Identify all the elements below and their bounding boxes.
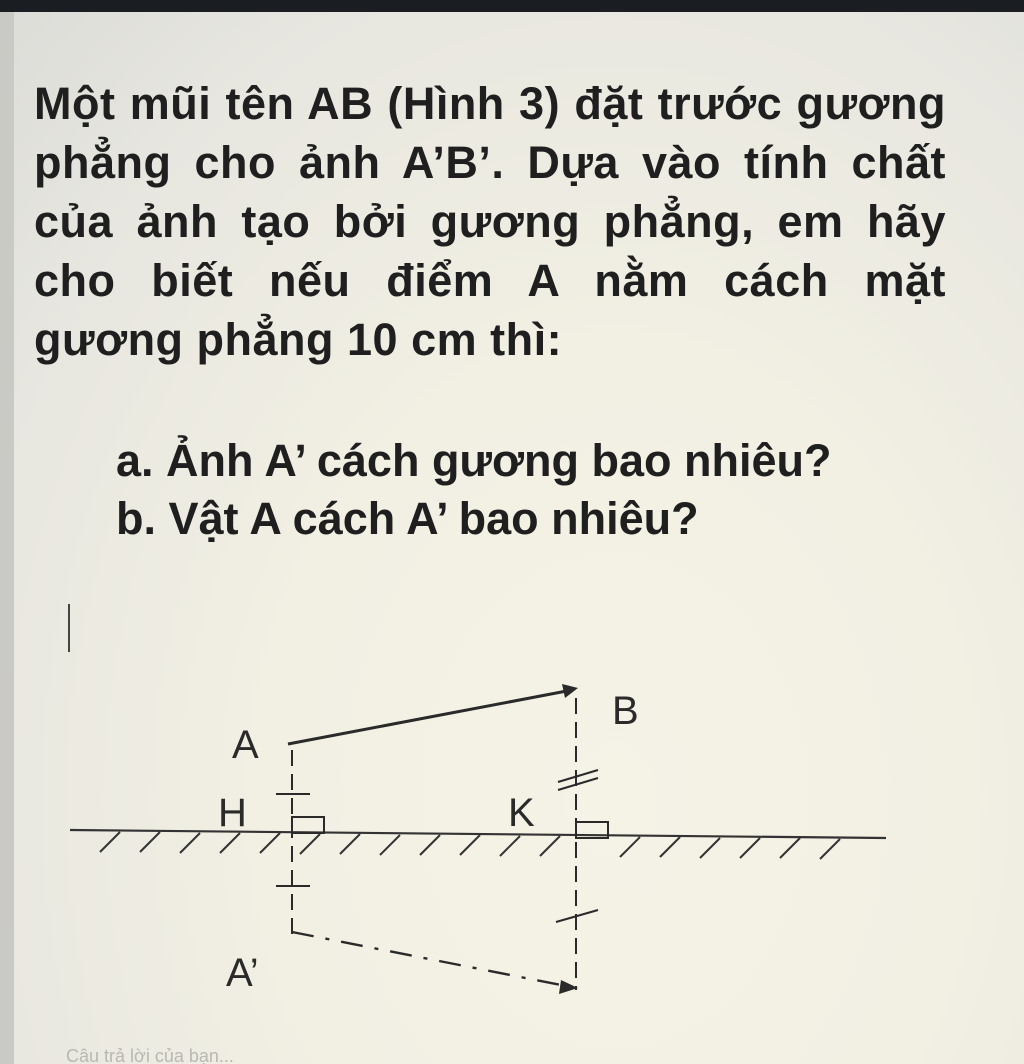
right-angle-h: [292, 817, 324, 833]
answer-input-hint[interactable]: Câu trả lời của bạn...: [66, 1046, 234, 1064]
label-h: H: [218, 791, 247, 835]
label-a: A: [232, 723, 259, 767]
label-a-prime: A’: [226, 951, 259, 995]
label-b: B: [612, 689, 639, 733]
arrow-ab: [288, 690, 572, 744]
option-b: b. Vật A cách A’ bao nhiêu?: [116, 493, 699, 544]
option-a: a. Ảnh A’ cách gương bao nhiêu?: [116, 435, 832, 486]
image-arrow-a-prime-b-prime: [292, 932, 566, 986]
question-text: Một mũi tên AB (Hình 3) đặt trước gương phẳng cho ảnh A’B’. Dựa vào tính chất của ảnh tạo bởi gương phẳng, em hãy cho biết nếu điểm A nằm cách mặt gương phẳng 10 cm thì:: [34, 78, 946, 365]
screen: [0, 12, 1024, 1064]
arrowhead-b-prime: [559, 980, 578, 994]
mirror-figure: [0, 12, 1024, 1064]
arrowhead-b: [562, 684, 578, 698]
label-k: K: [508, 791, 535, 835]
